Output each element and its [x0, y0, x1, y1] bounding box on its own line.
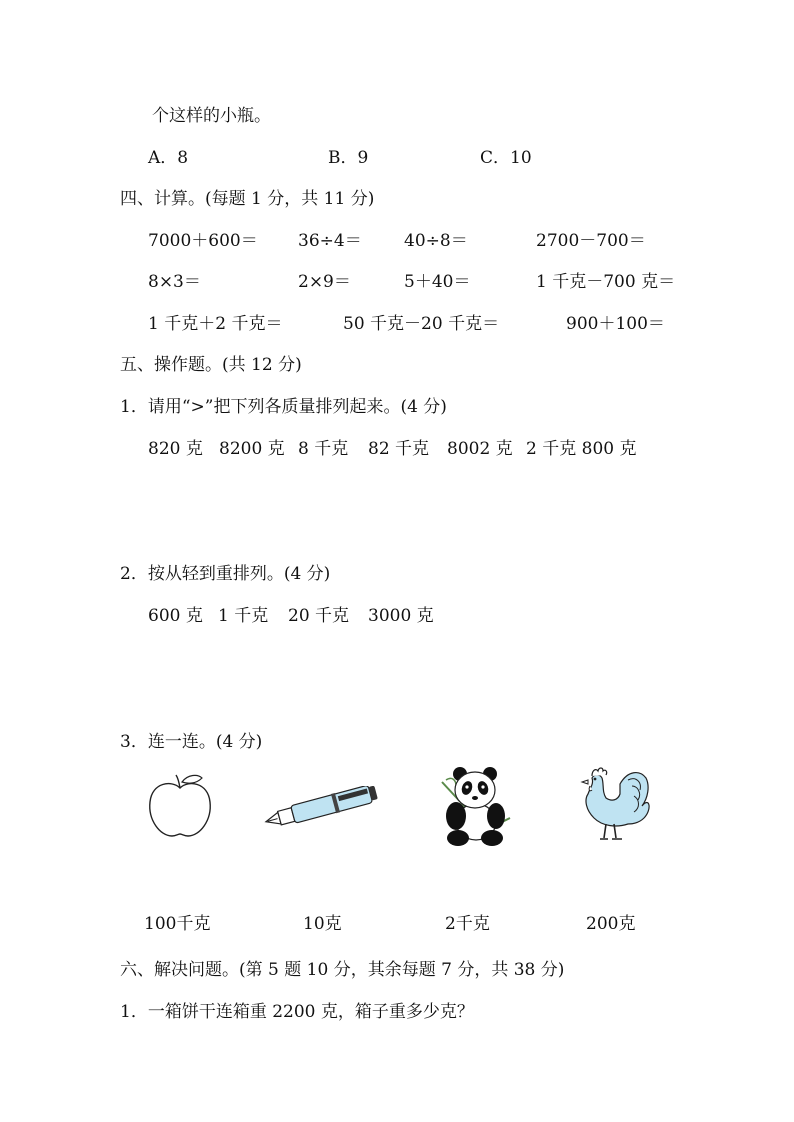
calc-item: 5＋40＝ — [404, 272, 471, 292]
mass-item: 820 克 — [148, 439, 203, 459]
section-5-title: 五、操作题。(共 12 分) — [120, 355, 302, 375]
calc-item: 50 千克－20 千克＝ — [343, 314, 500, 334]
section-4-title: 四、计算。(每题 1 分，共 11 分) — [120, 189, 375, 209]
option-c: C．10 — [480, 148, 532, 168]
calc-item: 1 千克＋2 千克＝ — [148, 314, 283, 334]
section-6-title: 六、解决问题。(第 5 题 10 分，其余每题 7 分，共 38 分) — [120, 960, 565, 980]
calc-item: 1 千克－700 克＝ — [536, 272, 676, 292]
mass-item: 8002 克 — [447, 439, 513, 459]
mass-item: 82 千克 — [368, 439, 430, 459]
mass-item: 20 千克 — [288, 606, 350, 626]
weight-label: 2千克 — [445, 914, 490, 934]
question-5-1-prompt: 1．请用“>”把下列各质量排列起来。(4 分) — [120, 397, 447, 417]
mass-item: 8 千克 — [298, 439, 349, 459]
panda-icon — [436, 764, 516, 848]
weight-label: 10克 — [303, 914, 342, 934]
prev-question-tail: 个这样的小瓶。 — [152, 106, 271, 126]
mass-item: 600 克 — [148, 606, 203, 626]
weight-label: 100千克 — [144, 914, 211, 934]
question-5-2-prompt: 2．按从轻到重排列。(4 分) — [120, 564, 331, 584]
question-5-3-prompt: 3．连一连。(4 分) — [120, 732, 263, 752]
apple-icon — [144, 770, 216, 842]
question-6-1: 1．一箱饼干连箱重 2200 克，箱子重多少克？ — [120, 1002, 474, 1022]
calc-item: 2×9＝ — [298, 272, 351, 292]
calc-item: 8×3＝ — [148, 272, 201, 292]
option-b: B．9 — [328, 148, 369, 168]
weight-label: 200克 — [586, 914, 636, 934]
calc-item: 40÷8＝ — [404, 231, 468, 251]
mass-item: 8200 克 — [219, 439, 285, 459]
calc-item: 900＋100＝ — [566, 314, 665, 334]
mass-item: 1 千克 — [218, 606, 269, 626]
pen-icon — [260, 786, 382, 828]
calc-item: 7000＋600＝ — [148, 231, 258, 251]
mass-item: 3000 克 — [368, 606, 434, 626]
option-a: A．8 — [148, 148, 189, 168]
calc-item: 2700－700＝ — [536, 231, 646, 251]
rooster-icon — [574, 766, 654, 848]
calc-item: 36÷4＝ — [298, 231, 362, 251]
mass-item: 2 千克 800 克 — [526, 439, 637, 459]
